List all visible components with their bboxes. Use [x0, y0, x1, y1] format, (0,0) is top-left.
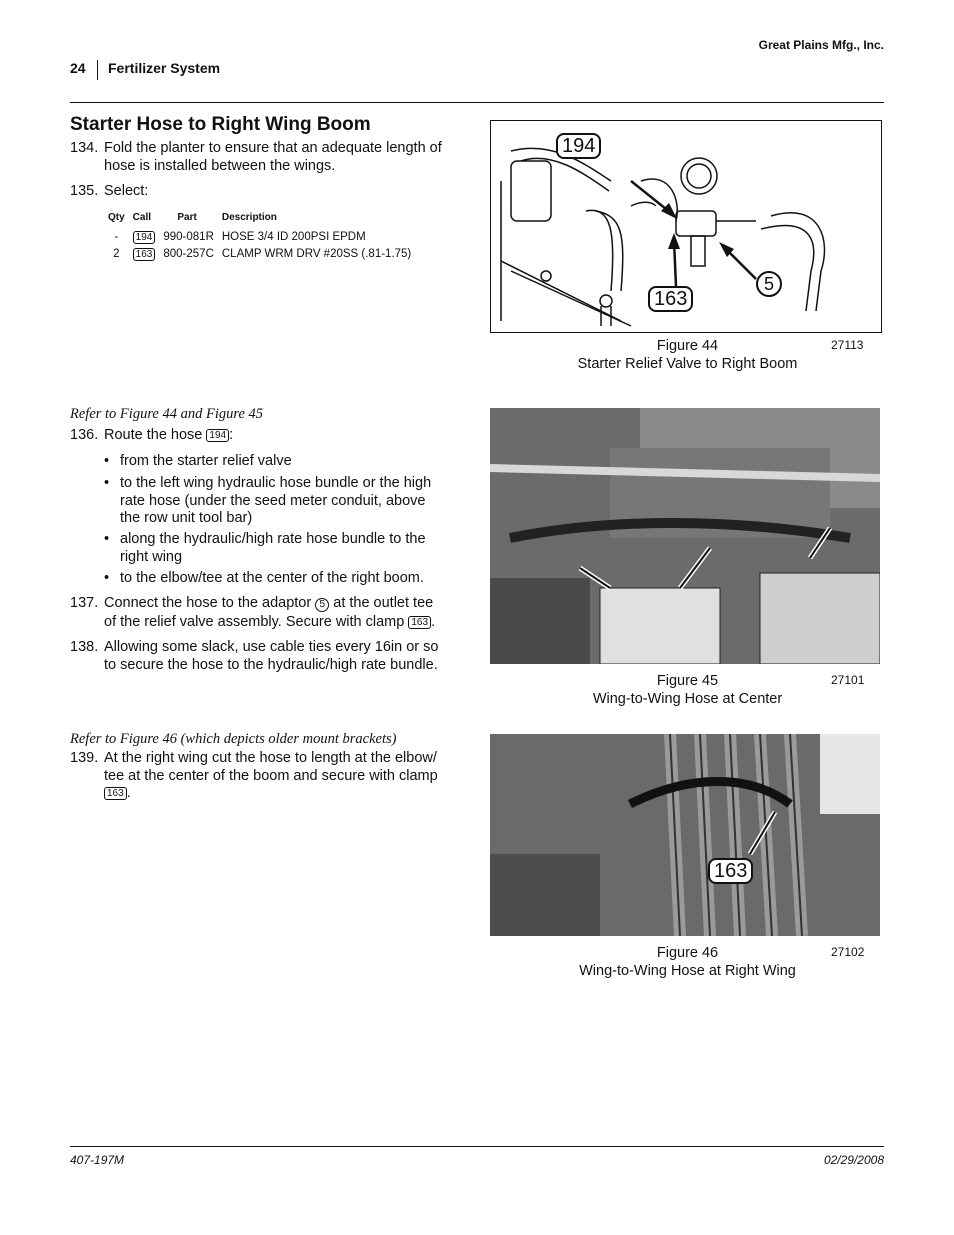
document-date: 02/29/2008: [823, 1153, 884, 1167]
figure-45-image: [490, 408, 880, 664]
call-number: 163: [104, 787, 127, 800]
table-row: 2 163 800-257C CLAMP WRM DRV #20SS (.81-1.75): [113, 248, 412, 260]
figure-reference: Refer to Figure 46 (which depicts older mount brackets): [70, 731, 397, 747]
figure-44-image: [490, 120, 882, 333]
figure-45-number: 27101: [831, 673, 865, 687]
callout-194: 194: [556, 133, 601, 159]
step-139: 139. At the right wing cut the hose to length at the elbow/ tee at the center of the boom and secure with clamp 163 .: [70, 750, 438, 801]
figure-reference: Refer to Figure 44 and Figure 45: [70, 406, 264, 422]
figure-46-image: [490, 734, 880, 936]
page-number: 24: [70, 60, 86, 76]
table-row: - 194 990-081R HOSE 3/4 ID 200PSI EPDM: [114, 231, 366, 243]
step-135: [70, 183, 470, 201]
call-number: 163: [133, 248, 156, 261]
parts-table-header: Qty Call Part Description: [108, 212, 277, 223]
document-number: 407-197M: [70, 1153, 125, 1167]
call-number: 194: [206, 429, 229, 442]
figure-44-caption: Figure 44 Starter Relief Valve to Right Boom: [577, 338, 798, 372]
callout-163: 163: [708, 858, 753, 884]
header-separator: [97, 60, 98, 80]
callout-5: 5: [756, 271, 782, 297]
step-text: Select:: [104, 183, 149, 199]
figure-44-number: 27113: [831, 338, 864, 352]
callout-163: 163: [648, 286, 693, 312]
center-hose-photo: [490, 408, 880, 664]
section-title: Fertilizer System: [108, 60, 221, 76]
footer-rule: [70, 1146, 884, 1147]
list-item: • to the elbow/tee at the center of the right boom.: [104, 570, 424, 586]
figure-45-caption: Figure 45 Wing-to-Wing Hose at Center: [592, 673, 783, 707]
step-137: 137. Connect the hose to the adaptor 5 at the outlet tee of the relief valve assembly. Secure with clamp 163 .: [70, 595, 436, 630]
figure-46-caption: Figure 46 Wing-to-Wing Hose at Right Wing: [579, 945, 796, 979]
figure-46-number: 27102: [831, 945, 865, 959]
parts-table: [104, 212, 415, 263]
step-text: Fold the planter to ensure that an adequate length of hose is installed between the wings.: [104, 140, 442, 174]
list-item: • to the left wing hydraulic hose bundle or the high rate hose (under the seed meter conduit, above the row unit tool bar): [104, 475, 432, 526]
callout-number: 5: [315, 598, 329, 612]
step-number: 134.: [70, 140, 99, 156]
list-item: • from the starter relief valve: [104, 453, 292, 469]
call-number: 163: [408, 616, 431, 629]
step-number: 135.: [70, 183, 99, 199]
call-number: 194: [133, 231, 156, 244]
page-heading: Starter Hose to Right Wing Boom: [70, 114, 371, 135]
step-134: [70, 140, 470, 176]
step-136: 136. Route the hose 194 :: [70, 427, 234, 443]
right-wing-hose-photo: [490, 734, 880, 936]
step-138: 138. Allowing some slack, use cable ties every 16in or so to secure the hose to the hydraulic/high rate bundle.: [70, 639, 439, 673]
header-rule: [70, 102, 884, 103]
list-item: • along the hydraulic/high rate hose bundle to the right wing: [104, 531, 426, 565]
company-name: Great Plains Mfg., Inc.: [758, 38, 884, 52]
